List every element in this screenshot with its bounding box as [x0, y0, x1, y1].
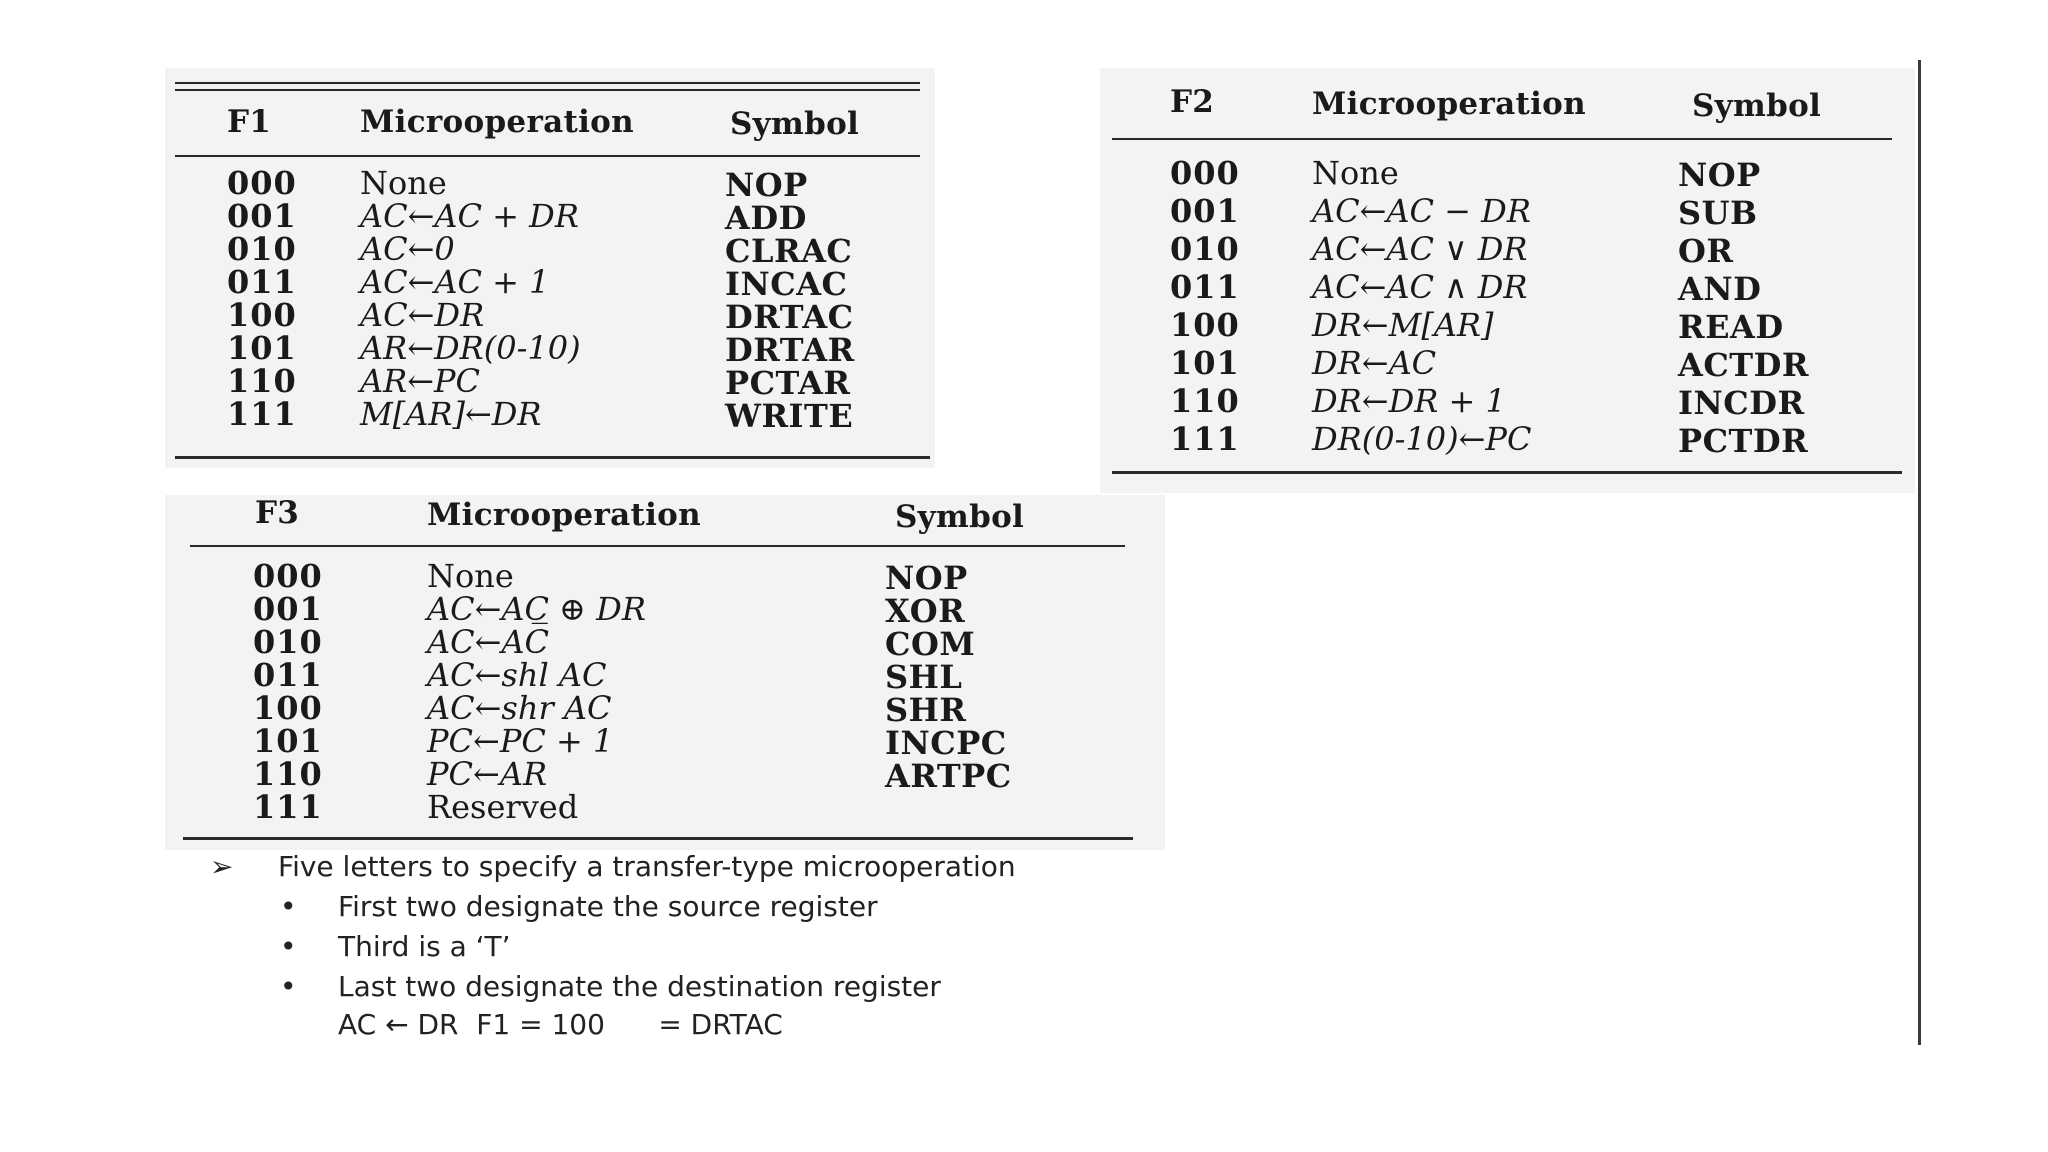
- code-cell: 101: [227, 329, 297, 367]
- table-row: [165, 395, 935, 435]
- symbol-cell: AND: [1678, 270, 1762, 308]
- f2-header-symbol: Symbol: [1692, 88, 1822, 124]
- code-cell: 011: [227, 263, 297, 301]
- symbol-cell: PCTDR: [1678, 422, 1809, 460]
- table-row: [1100, 420, 1915, 460]
- table-f1: [165, 68, 935, 468]
- symbol-cell: NOP: [1678, 156, 1761, 194]
- op-cell: AC←0: [360, 230, 455, 268]
- code-cell: 001: [253, 590, 323, 628]
- op-cell: AC←AC + 1: [360, 263, 550, 301]
- table-row: [165, 623, 1165, 663]
- table-row: [1100, 344, 1915, 384]
- code-cell: 101: [253, 722, 323, 760]
- code-cell: 101: [1170, 344, 1240, 382]
- table-row: [165, 755, 1165, 795]
- f1-bottom-rule: [175, 456, 930, 459]
- op-cell: AC←AC − DR: [1312, 192, 1531, 230]
- code-cell: 010: [253, 623, 323, 661]
- table-row: [165, 557, 1165, 597]
- f1-top-rule: [175, 82, 920, 84]
- op-cell: AC←AC ⊕ DR: [427, 590, 646, 628]
- table-row: [165, 263, 935, 303]
- op-cell: None: [1312, 154, 1399, 192]
- table-row: [165, 689, 1165, 729]
- f2-header-field: F2: [1170, 84, 1215, 120]
- op-cell: AC←shl AC: [427, 656, 607, 694]
- notes-bullet-3: Last two designate the destination register: [338, 970, 941, 1003]
- table-row: [165, 164, 935, 204]
- symbol-cell: INCPC: [885, 724, 1007, 762]
- table-row: [1100, 230, 1915, 270]
- symbol-cell: READ: [1678, 308, 1784, 346]
- notes-bullet-2: Third is a ‘T’: [338, 930, 511, 963]
- f1-header-microoperation: Microoperation: [360, 104, 634, 140]
- symbol-cell: ADD: [725, 199, 807, 237]
- op-cell: DR←M[AR]: [1312, 306, 1494, 344]
- f2-header-microoperation: Microoperation: [1312, 86, 1586, 122]
- f1-header-rule: [175, 155, 920, 157]
- op-cell: None: [427, 557, 514, 595]
- op-cell: AC←shr AC: [427, 689, 612, 727]
- table-row: [1100, 192, 1915, 232]
- table-f3: [165, 495, 1165, 850]
- symbol-cell: WRITE: [725, 397, 854, 435]
- symbol-cell: XOR: [885, 592, 966, 630]
- code-cell: 001: [1170, 192, 1240, 230]
- symbol-cell: OR: [1678, 232, 1734, 270]
- symbol-cell: DRTAR: [725, 331, 855, 369]
- op-cell: AC←AC + DR: [360, 197, 579, 235]
- f3-body: [165, 557, 1165, 827]
- table-row: [165, 296, 935, 336]
- symbol-cell: SUB: [1678, 194, 1758, 232]
- f3-header-symbol: Symbol: [895, 499, 1025, 535]
- code-cell: 111: [227, 395, 297, 433]
- right-divider: [1918, 60, 1921, 1045]
- code-cell: 010: [1170, 230, 1240, 268]
- code-cell: 011: [253, 656, 323, 694]
- f2-bottom-rule: [1112, 471, 1902, 474]
- table-row: [165, 722, 1165, 762]
- symbol-cell: CLRAC: [725, 232, 853, 270]
- op-cell: None: [360, 164, 447, 202]
- code-cell: 000: [227, 164, 297, 202]
- bullet-icon: •: [280, 890, 297, 923]
- symbol-cell: ARTPC: [885, 757, 1012, 795]
- table-row: [165, 197, 935, 237]
- table-row: [1100, 306, 1915, 346]
- code-cell: 000: [253, 557, 323, 595]
- f3-header-field: F3: [255, 495, 300, 531]
- f1-body: [165, 164, 935, 464]
- code-cell: 100: [1170, 306, 1240, 344]
- symbol-cell: COM: [885, 625, 976, 663]
- op-cell: DR←AC: [1312, 344, 1437, 382]
- code-cell: 001: [227, 197, 297, 235]
- table-row: [1100, 154, 1915, 194]
- table-row: [165, 329, 935, 369]
- table-row: [165, 590, 1165, 630]
- op-cell: M[AR]←DR: [360, 395, 542, 433]
- table-row: [165, 230, 935, 270]
- symbol-cell: INCAC: [725, 265, 848, 303]
- code-cell: 100: [227, 296, 297, 334]
- code-cell: 110: [253, 755, 323, 793]
- bullet-icon: •: [280, 930, 297, 963]
- symbol-cell: SHR: [885, 691, 967, 729]
- table-f2: [1100, 68, 1915, 493]
- op-cell: DR(0-10)←PC: [1312, 420, 1532, 458]
- code-cell: 110: [1170, 382, 1240, 420]
- op-cell: PC←AR: [427, 755, 548, 793]
- f3-header-microoperation: Microoperation: [427, 497, 701, 533]
- f1-top-rule-2: [175, 89, 920, 91]
- symbol-cell: NOP: [725, 166, 808, 204]
- code-cell: 100: [253, 689, 323, 727]
- table-row: [165, 656, 1165, 696]
- op-cell: AC←DR: [360, 296, 485, 334]
- f1-header-symbol: Symbol: [730, 106, 860, 142]
- symbol-cell: NOP: [885, 559, 968, 597]
- code-cell: 011: [1170, 268, 1240, 306]
- op-cell: DR←DR + 1: [1312, 382, 1506, 420]
- code-cell: 010: [227, 230, 297, 268]
- symbol-cell: DRTAC: [725, 298, 854, 336]
- notes-main-line: Five letters to specify a transfer-type microoperation: [278, 850, 1016, 883]
- table-row: [1100, 268, 1915, 308]
- notes-bullet-1: First two designate the source register: [338, 890, 878, 923]
- f2-header-rule: [1112, 138, 1892, 140]
- table-row: [1100, 382, 1915, 422]
- op-cell: AC←AC̅: [427, 623, 549, 661]
- op-cell: PC←PC + 1: [427, 722, 614, 760]
- notes-example: AC ← DR F1 = 100 = DRTAC: [338, 1008, 783, 1041]
- table-row: [165, 788, 1165, 826]
- f2-body: [1100, 154, 1915, 474]
- f1-header-field: F1: [227, 104, 272, 140]
- op-cell: AR←DR(0-10): [360, 329, 581, 367]
- f3-header-rule: [190, 545, 1125, 547]
- f3-bottom-rule: [183, 837, 1133, 840]
- arrow-bullet-icon: ➢: [210, 850, 234, 883]
- op-cell: AR←PC: [360, 362, 481, 400]
- symbol-cell: INCDR: [1678, 384, 1805, 422]
- code-cell: 000: [1170, 154, 1240, 192]
- op-cell: AC←AC ∨ DR: [1312, 230, 1528, 268]
- code-cell: 110: [227, 362, 297, 400]
- table-row: [165, 362, 935, 402]
- op-cell: AC←AC ∧ DR: [1312, 268, 1528, 306]
- code-cell: 111: [1170, 420, 1240, 458]
- symbol-cell: ACTDR: [1678, 346, 1809, 384]
- symbol-cell: SHL: [885, 658, 963, 696]
- bullet-icon: •: [280, 970, 297, 1003]
- symbol-cell: PCTAR: [725, 364, 851, 402]
- op-cell: Reserved: [427, 788, 579, 826]
- code-cell: 111: [253, 788, 323, 826]
